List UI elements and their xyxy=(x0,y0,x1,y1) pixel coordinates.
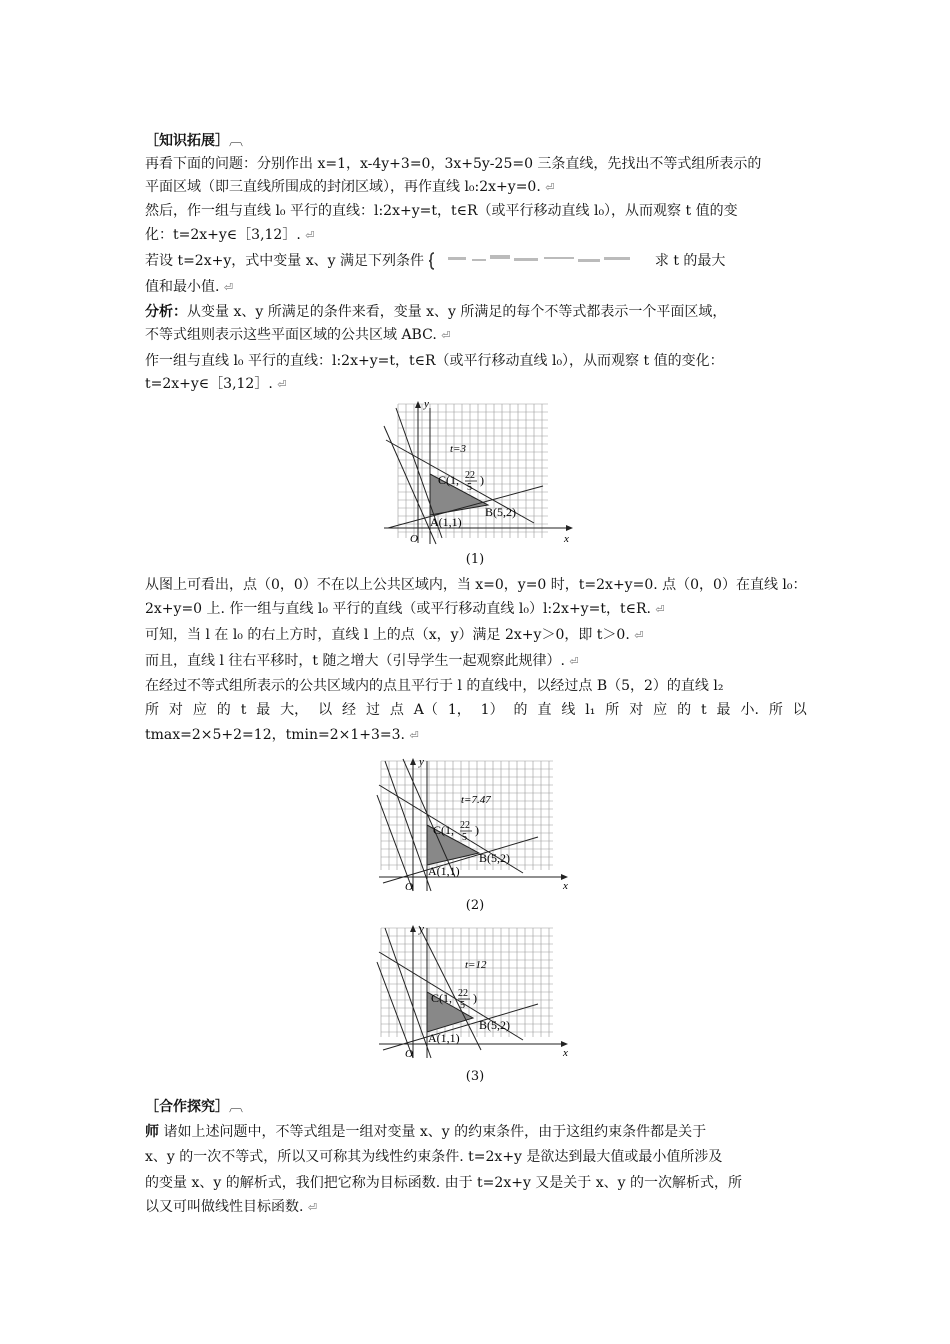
point-c-label: C(1, xyxy=(431,991,452,1005)
word: 线 xyxy=(561,702,576,718)
point-c-label: C(1, xyxy=(433,823,454,837)
axis-x-label: x xyxy=(564,533,569,545)
word: 所 xyxy=(145,702,159,718)
fraction-numerator: 22 xyxy=(465,470,475,481)
paragraph-line: 值和最小值. ⏎ xyxy=(145,279,234,295)
axis-y-label: y xyxy=(424,398,429,410)
point-b-label: B(5,2) xyxy=(485,505,516,519)
origin-label: O xyxy=(410,533,418,545)
word: 对 xyxy=(168,702,183,718)
word: 最 xyxy=(716,702,731,718)
word: 以 xyxy=(318,702,333,718)
paragraph-line: 2x+y=0 上. 作一组与直线 l₀ 平行的直线（或平行移动直线 l₀）l:2x+y=t，t∈R. ⏎ xyxy=(145,601,665,617)
point-a-label: A(1,1) xyxy=(428,864,460,878)
axis-y-label: y xyxy=(419,923,424,935)
axis-x-label: x xyxy=(563,880,568,892)
t-value-label: t=3 xyxy=(450,443,466,455)
paragraph-line: 不等式组则表示这些平面区域的公共区域 ABC. ⏎ xyxy=(145,327,451,343)
justified-line xyxy=(145,700,807,720)
paragraph-line: 平面区域（即三直线所围成的封闭区域），再作直线 l₀:2x+y=0. ⏎ xyxy=(145,179,555,195)
paragraph-line: 在经过不等式组所表示的公共区域内的点且平行于 l 的直线中，以经过点 B（5，2）的直线 l₂ xyxy=(145,678,724,694)
word: 应 xyxy=(192,702,207,718)
analysis-label: 分析： xyxy=(145,304,187,320)
target-line xyxy=(385,761,431,891)
paragraph-line: 化：t=2x+y∈［3,12］. ⏎ xyxy=(145,227,315,243)
t-value-label: t=7.47 xyxy=(461,794,491,806)
word: 经 xyxy=(342,702,357,718)
figure-3 xyxy=(373,922,573,1062)
origin-label: O xyxy=(405,881,413,893)
word: 的 xyxy=(677,702,692,718)
paragraph-line: 从图上可看出，点（0，0）不在以上公共区域内，当 x=0，y=0 时，t=2x+y=0. 点（0，0）在直线 l₀： xyxy=(145,577,807,593)
point-a-label: A(1,1) xyxy=(428,1031,460,1045)
paragraph-line: 而且，直线 l 往右平移时，t 随之增大（引导学生一起观察此规律）. ⏎ xyxy=(145,653,579,669)
t-value-label: t=12 xyxy=(465,959,487,971)
close-paren: ) xyxy=(475,823,479,837)
origin-label: O xyxy=(405,1048,413,1060)
point-a-label: A(1,1) xyxy=(430,515,462,529)
paragraph-line: 分析：从变量 x、y 所满足的条件来看，变量 x、y 所满足的每个不等式都表示一个平面区域， xyxy=(145,304,727,320)
paragraph-line: 作一组与直线 l₀ 平行的直线：l:2x+y=t，t∈R（或平行移动直线 l₀），从而观察 t 值的变化： xyxy=(145,353,724,369)
figure-caption: (1) xyxy=(465,552,485,567)
word: t xyxy=(240,702,247,718)
fraction-denominator: 5 xyxy=(460,1000,465,1011)
word: 以 xyxy=(792,702,807,718)
word: 点 xyxy=(389,702,404,718)
inequality-system-image xyxy=(428,252,650,270)
word: 的 xyxy=(513,702,528,718)
paragraph-line: 若设 t=2x+y，式中变量 x、y 满足下列条件 求 t 的最大 xyxy=(145,253,726,269)
axis-x-label: x xyxy=(563,1047,568,1059)
close-paren: ) xyxy=(480,473,484,487)
word: 大， xyxy=(280,702,309,718)
word: 对 xyxy=(629,702,644,718)
point-b-label: B(5,2) xyxy=(479,851,510,865)
word: 小. xyxy=(740,702,759,718)
point-c-label: C(1, xyxy=(438,473,459,487)
paragraph-line: t=2x+y∈［3,12］. ⏎ xyxy=(145,376,287,392)
fraction-numerator: 22 xyxy=(460,820,470,831)
word: 1） xyxy=(480,702,504,718)
word: 过 xyxy=(365,702,380,718)
word: 所 xyxy=(605,702,620,718)
teacher-label: 师 xyxy=(145,1124,159,1140)
paragraph-line: x、y 的一次不等式，所以又可称其为线性约束条件. t=2x+y 是欲达到最大值或最小值所涉及 xyxy=(145,1149,723,1165)
figure-1 xyxy=(378,398,578,548)
fraction-denominator: 5 xyxy=(462,832,467,843)
axis-y-label: y xyxy=(419,756,424,768)
word: 1， xyxy=(447,702,471,718)
word: 的 xyxy=(216,702,231,718)
paragraph-line: tmax=2×5+2=12，tmin=2×1+3=3. ⏎ xyxy=(145,727,419,743)
fraction-denominator: 5 xyxy=(467,482,472,493)
grid xyxy=(381,928,553,1037)
section-heading-cooperation: ［合作探究］︹ xyxy=(145,1099,243,1115)
close-paren: ) xyxy=(473,991,477,1005)
word: l₁ xyxy=(585,702,596,718)
target-line xyxy=(385,928,431,1058)
fraction-numerator: 22 xyxy=(458,988,468,999)
point-b-label: B(5,2) xyxy=(479,1018,510,1032)
word: 所 xyxy=(768,702,783,718)
figure-caption: (2) xyxy=(465,898,485,913)
section-heading-knowledge: ［知识拓展］︹ xyxy=(145,133,243,149)
paragraph-line: 再看下面的问题：分别作出 x=1，x-4y+3=0，3x+5y-25=0 三条直线，先找出不等式组所表示的 xyxy=(145,156,762,172)
figure-2 xyxy=(373,755,573,895)
word: t xyxy=(700,702,707,718)
paragraph-line: 然后，作一组与直线 l₀ 平行的直线：l:2x+y=t，t∈R（或平行移动直线 l₀），从而观察 t 值的变 xyxy=(145,203,738,219)
paragraph-line: 师 诸如上述问题中，不等式组是一组对变量 x、y 的约束条件，由于这组约束条件都是关于 xyxy=(145,1124,707,1140)
word: 直 xyxy=(537,702,552,718)
figure-caption: (3) xyxy=(465,1069,485,1084)
paragraph-line: 的变量 x、y 的解析式，我们把它称为目标函数. 由于 t=2x+y 又是关于 x、y 的一次解析式，所 xyxy=(145,1175,743,1191)
word: 最 xyxy=(256,702,271,718)
word: 应 xyxy=(653,702,668,718)
paragraph-line: 以又可叫做线性目标函数. ⏎ xyxy=(145,1199,318,1215)
word: A（ xyxy=(413,702,438,718)
paragraph-line: 可知，当 l 在 l₀ 的右上方时，直线 l 上的点（x，y）满足 2x+y＞0，即 t＞0. ⏎ xyxy=(145,627,644,643)
